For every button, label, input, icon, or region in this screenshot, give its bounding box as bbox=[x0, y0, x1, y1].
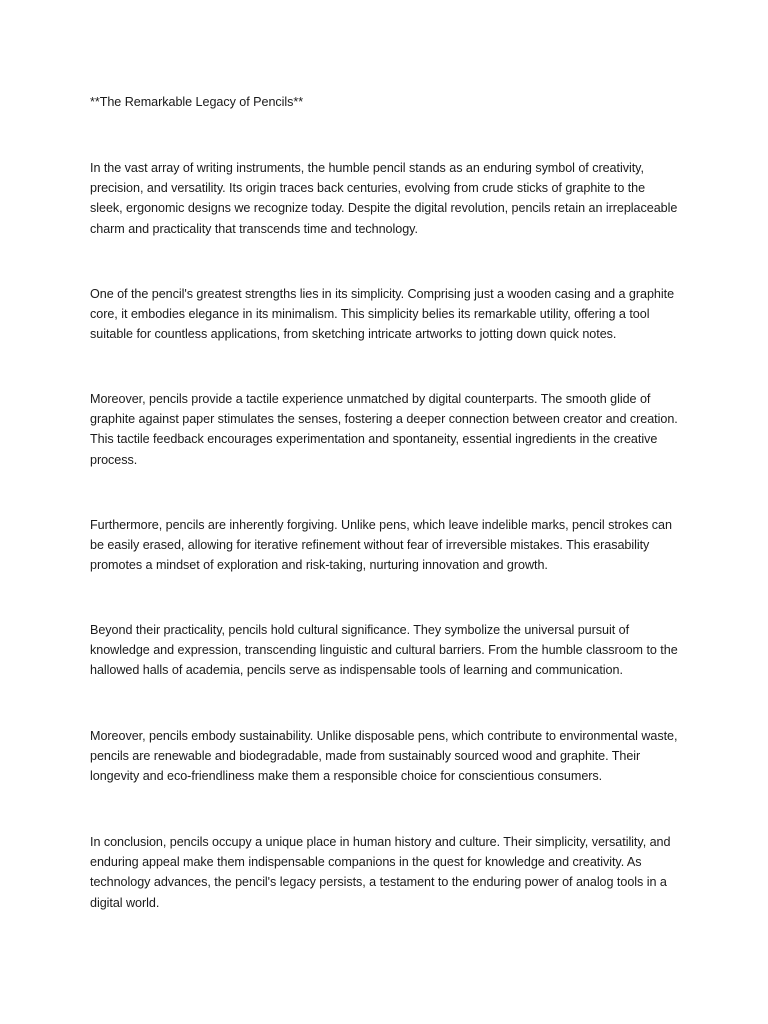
paragraph-cultural-significance: Beyond their practicality, pencils hold cultural significance. They symbolize the universal pursuit of knowledge and expression, transcending linguistic and cultural barriers. From the humble classroom to the hallowed halls of academia, pencils serve as indispensable tools of learning and communication. bbox=[90, 623, 678, 678]
document-title: **The Remarkable Legacy of Pencils** bbox=[90, 95, 304, 109]
paragraph-introduction: In the vast array of writing instruments, the humble pencil stands as an enduring symbol of creativity, precision, and versatility. Its origin traces back centuries, evolving from crude sticks of graphite to the sleek, ergonomic designs we recognize today. Despite the digital revolution, pencils retain an irreplaceable charm and practicality that transcends time and technology. bbox=[90, 161, 678, 236]
paragraph-tactile-experience: Moreover, pencils provide a tactile experience unmatched by digital counterparts. The smooth glide of graphite against paper stimulates the senses, fostering a deeper connection between creator and creation. This tactile feedback encourages experimentation and spontaneity, essential ingredients in the creative process. bbox=[90, 392, 678, 467]
paragraph-conclusion: In conclusion, pencils occupy a unique place in human history and culture. Their simplicity, versatility, and enduring appeal make them indispensable companions in the quest for knowledge and creativity. As technology advances, the pencil's legacy persists, a testament to the enduring power of analog tools in a digital world. bbox=[90, 835, 671, 910]
paragraph-forgiving: Furthermore, pencils are inherently forgiving. Unlike pens, which leave indelible marks, pencil strokes can be easily erased, allowing for iterative refinement without fear of irreversible mistakes. This erasability promotes a mindset of exploration and risk-taking, nurturing innovation and growth. bbox=[90, 518, 672, 573]
paragraph-sustainability: Moreover, pencils embody sustainability. Unlike disposable pens, which contribute to environmental waste, pencils are renewable and biodegradable, made from sustainably sourced wood and graphite. Their longevity and eco-friendliness make them a responsible choice for conscientious consumers. bbox=[90, 729, 678, 784]
paragraph-simplicity: One of the pencil's greatest strengths lies in its simplicity. Comprising just a wooden casing and a graphite core, it embodies elegance in its minimalism. This simplicity belies its remarkable utility, offering a tool suitable for countless applications, from sketching intricate artworks to jotting down quick notes. bbox=[90, 287, 675, 342]
